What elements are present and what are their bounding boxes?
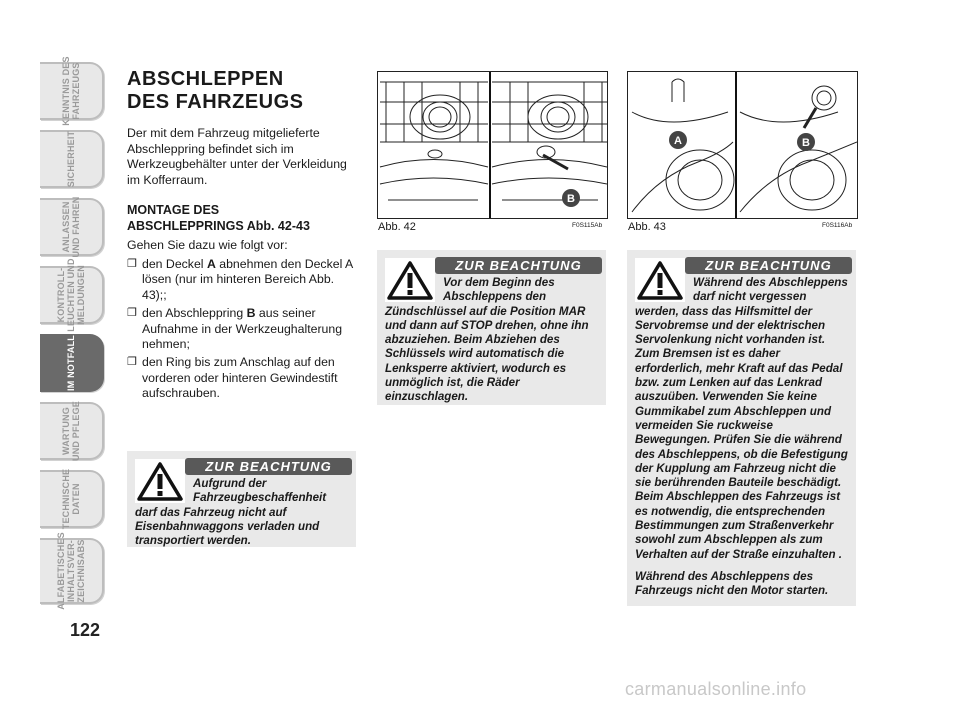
tab-label: SICHERHEIT — [66, 130, 76, 188]
warning-box — [127, 451, 356, 547]
tab-label: WARTUNG UND PFLEGE — [61, 400, 81, 462]
warning-box — [627, 250, 856, 606]
grille-illustration-icon — [378, 72, 607, 218]
tab-im-notfall[interactable] — [40, 334, 104, 392]
watermark: carmanualsonline.info — [625, 679, 807, 699]
step-text: den Abschleppring — [142, 306, 247, 321]
tab-label: ANLASSEN UND FAHREN — [61, 196, 81, 258]
rear-bumper-illustration-icon — [628, 72, 857, 218]
figure-43-caption: Abb. 43 — [628, 221, 666, 233]
tab-label: TECHNISCHE DATEN — [61, 468, 81, 530]
tab-technische-daten[interactable] — [40, 470, 104, 528]
checkbox-bullet-icon: ❐ — [127, 257, 137, 270]
figure-42-code: F0S115Ab — [572, 222, 603, 229]
checkbox-bullet-icon: ❐ — [127, 307, 137, 320]
step-item — [127, 257, 357, 303]
callout-a-label: A — [674, 135, 682, 147]
section-heading-line-1: MONTAGE DES — [127, 203, 220, 218]
step-item — [127, 306, 357, 352]
warning-paragraph: Während des Abschleppens des Fahrzeugs nicht den Motor starten. — [635, 569, 829, 598]
tab-label: KENNTNIS DES FAHRZEUGS — [61, 56, 81, 126]
tab-label: IM NOTFALL — [66, 335, 76, 391]
figure-42-image — [377, 71, 608, 219]
tab-kenntnis-des-fahrzeugs[interactable] — [40, 56, 104, 126]
warning-badge: ZUR BEACHTUNG — [685, 257, 852, 274]
callout-b-label: B — [802, 137, 810, 149]
warning-paragraph: Aufgrund der Fahrzeugbeschaffenheit darf das Fahrzeug nicht auf Eisenbahnwaggons verladen und transportiert werden. — [135, 477, 327, 548]
warning-triangle-icon — [135, 459, 185, 503]
section-heading-line-2: ABSCHLEPPRINGS Abb. 42-43 — [127, 219, 310, 234]
figure-42-caption: Abb. 42 — [378, 221, 416, 233]
figure-43-code: F0S116Ab — [822, 222, 853, 229]
warning-paragraph: Vor dem Beginn des Abschleppens den Zündschlüssel auf die Position MAR und dann auf STOP drehen, ohne ihn abzuziehen. Beim Abziehen des Schlüssels wird automatisch die Lenksperre aktiviert, wodurch es unmöglich ist, die Räder einzuschlagen. — [385, 276, 589, 404]
steps-intro: Gehen Sie dazu wie folgt vor: — [127, 238, 288, 253]
step-key: A — [206, 256, 216, 271]
warning-box — [377, 250, 606, 405]
warning-triangle-icon — [385, 258, 435, 302]
tab-wartung-und-pflege[interactable] — [40, 402, 104, 460]
figure-43-image — [627, 71, 858, 219]
warning-triangle-icon — [635, 258, 685, 302]
tab-anlassen-und-fahren[interactable] — [40, 198, 104, 256]
title-line-1: ABSCHLEPPEN — [127, 68, 284, 90]
checkbox-bullet-icon: ❐ — [127, 356, 137, 369]
tab-sicherheit[interactable] — [40, 130, 104, 188]
step-text: den Ring bis zum Anschlag auf den vorderen oder hinteren Gewindestift aufschrauben. — [142, 355, 338, 401]
step-text: abnehmen den Deckel A lösen (nur im hinteren Bereich Abb. 43);; — [142, 256, 353, 302]
tab-alfabetisches-inhaltsverzeichnis[interactable] — [40, 532, 104, 610]
title-line-2: DES FAHRZEUGS — [127, 91, 304, 113]
main-text-column — [127, 68, 357, 405]
callout-b-label: B — [567, 193, 575, 205]
warning-text — [635, 256, 848, 599]
page-number: 122 — [70, 620, 101, 640]
tab-kontrollleuchten-und-meldungen[interactable] — [40, 258, 104, 332]
step-text: den Deckel — [142, 256, 207, 271]
warning-paragraph: Während des Abschleppens darf nicht vergessen werden, dass das Hilfsmittel der Servobremse und der elektrischen Servolenkung nicht vorhanden ist. Zum Bremsen ist es daher erforderlich, mehr Kraft auf das Pedal bzw. zum Lenken auf das Lenkrad auszuüben. Verwenden Sie keine Gummikabel zum Abschleppen und vermeiden Sie ruckweise Bewegungen. Prüfen Sie die während des Abschleppens, ob die Befestigung der Kupplung am Fahrzeug nicht die sie berührenden Bauteile beschädigt. Beim Abschleppen des Fahrzeugs ist es notwendig, die entsprechenden Bestimmungen zum Straßenverkehr sowohl zum Abschleppen als zum Verhalten auf der Straße einzuhalten . — [635, 276, 848, 561]
warning-badge: ZUR BEACHTUNG — [435, 257, 602, 274]
section-tabs — [40, 56, 104, 614]
warning-badge: ZUR BEACHTUNG — [185, 458, 352, 475]
intro-paragraph: Der mit dem Fahrzeug mitgelieferte Abschleppring befindet sich im Werkzeugbehälter unter der Verkleidung im Kofferraum. — [127, 126, 347, 187]
step-text: aus seiner Aufnahme in der Werkzeughalterung nehmen; — [142, 306, 343, 351]
section-heading — [127, 202, 357, 234]
page-title — [127, 68, 357, 114]
tab-label: KONTROLL- LEUCHTEN UND MELDUNGEN — [56, 258, 86, 332]
tab-label: ALFABETISCHES INHALTSVER- ZEICHNISABS — [56, 532, 86, 610]
step-item — [127, 355, 357, 401]
step-key: B — [246, 306, 256, 321]
